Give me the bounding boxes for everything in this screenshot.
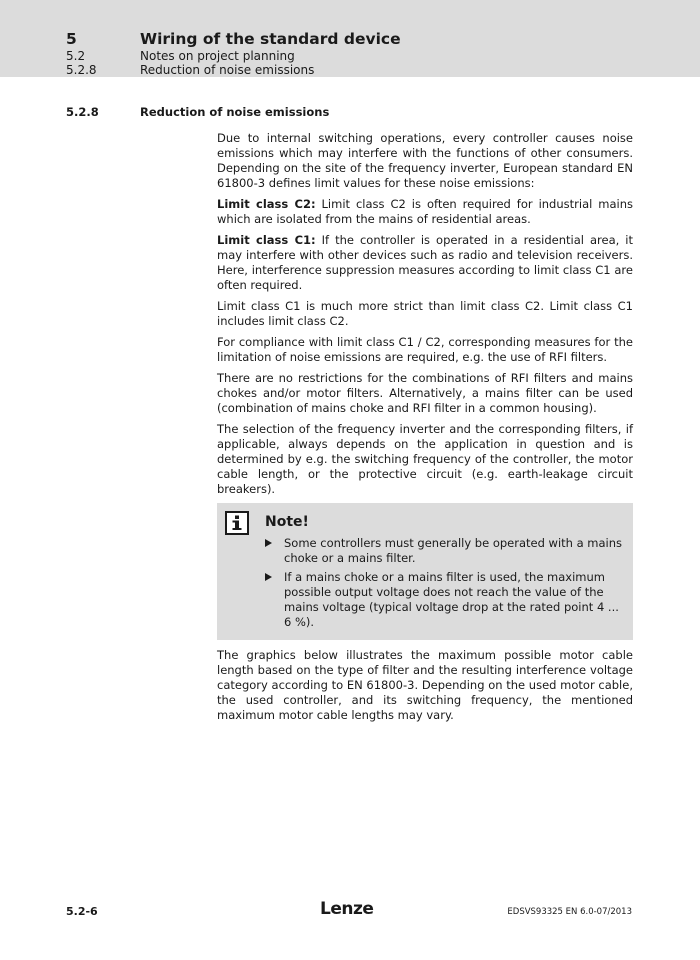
subsection-title: Reduction of noise emissions bbox=[140, 63, 315, 77]
document-id: EDSVS93325 EN 6.0-07/2013 bbox=[507, 907, 632, 917]
note-item bbox=[265, 536, 623, 566]
note-item bbox=[265, 570, 623, 630]
limit-c1-paragraph bbox=[217, 233, 633, 293]
limit-c2-text: Limit class C2 is often required for industrial mains which are isolated from the mains of residential areas. bbox=[217, 197, 633, 226]
chapter-number: 5 bbox=[66, 30, 77, 48]
restrictions-paragraph: There are no restrictions for the combinations of RFI filters and mains chokes and/or motor filters. Alternatively, a mains filter can be used (combination of mains choke and RFI filter in a common housing). bbox=[217, 371, 633, 415]
info-icon bbox=[225, 511, 249, 535]
limit-c2-paragraph bbox=[217, 197, 633, 227]
intro-paragraph: Due to internal switching operations, every controller causes noise emissions which may interfere with the functions of other consumers. Depending on the site of the frequency inverter, European standard EN 61800-3 defines limit values for these noise emissions: bbox=[217, 131, 633, 190]
bullet-arrow-icon bbox=[265, 573, 272, 581]
note-box bbox=[217, 503, 633, 640]
lenze-logo: Lenze bbox=[320, 899, 374, 919]
note-title: Note! bbox=[265, 514, 309, 530]
limit-c2-label: Limit class C2: bbox=[217, 197, 316, 211]
compliance-paragraph: For compliance with limit class C1 / C2, corresponding measures for the limitation of noise emissions are required, e.g. the use of RFI filters. bbox=[217, 335, 633, 364]
section-title: Notes on project planning bbox=[140, 49, 295, 63]
chapter-title: Wiring of the standard device bbox=[140, 30, 401, 48]
limit-c1-text: If the controller is operated in a residential area, it may interfere with other devices such as radio and television receivers. Here, interference suppression measures according to limit class C1 are often required. bbox=[217, 233, 634, 292]
selection-paragraph: The selection of the frequency inverter and the corresponding filters, if applicable, always depends on the application in question and is determined by e.g. the switching frequency of the controller, the motor cable length, or the protective circuit (e.g. earth-leakage circuit breakers). bbox=[217, 422, 633, 496]
strict-paragraph: Limit class C1 is much more strict than limit class C2. Limit class C1 includes limit class C2. bbox=[217, 299, 633, 328]
page-number: 5.2-6 bbox=[66, 905, 98, 918]
body-text bbox=[217, 131, 633, 729]
subsection-number: 5.2.8 bbox=[66, 63, 97, 77]
bullet-arrow-icon bbox=[265, 539, 272, 547]
note-list bbox=[265, 536, 623, 630]
note-item-text: If a mains choke or a mains filter is used, the maximum possible output voltage does not reach the value of the mains voltage (typical voltage drop at the rated point 4 ... 6 %). bbox=[284, 570, 619, 629]
section-header-title: Reduction of noise emissions bbox=[140, 105, 330, 119]
graphics-paragraph: The graphics below illustrates the maximum possible motor cable length based on the type of filter and the resulting interference voltage category according to EN 61800-3. Depending on the used motor cable, the used controller, and its switching frequency, the mentioned maximum motor cable lengths may vary. bbox=[217, 648, 633, 722]
section-number: 5.2 bbox=[66, 49, 86, 63]
note-item-text: Some controllers must generally be operated with a mains choke or a mains filter. bbox=[284, 536, 623, 565]
limit-c1-label: Limit class C1: bbox=[217, 233, 316, 247]
section-header-number: 5.2.8 bbox=[66, 105, 99, 119]
